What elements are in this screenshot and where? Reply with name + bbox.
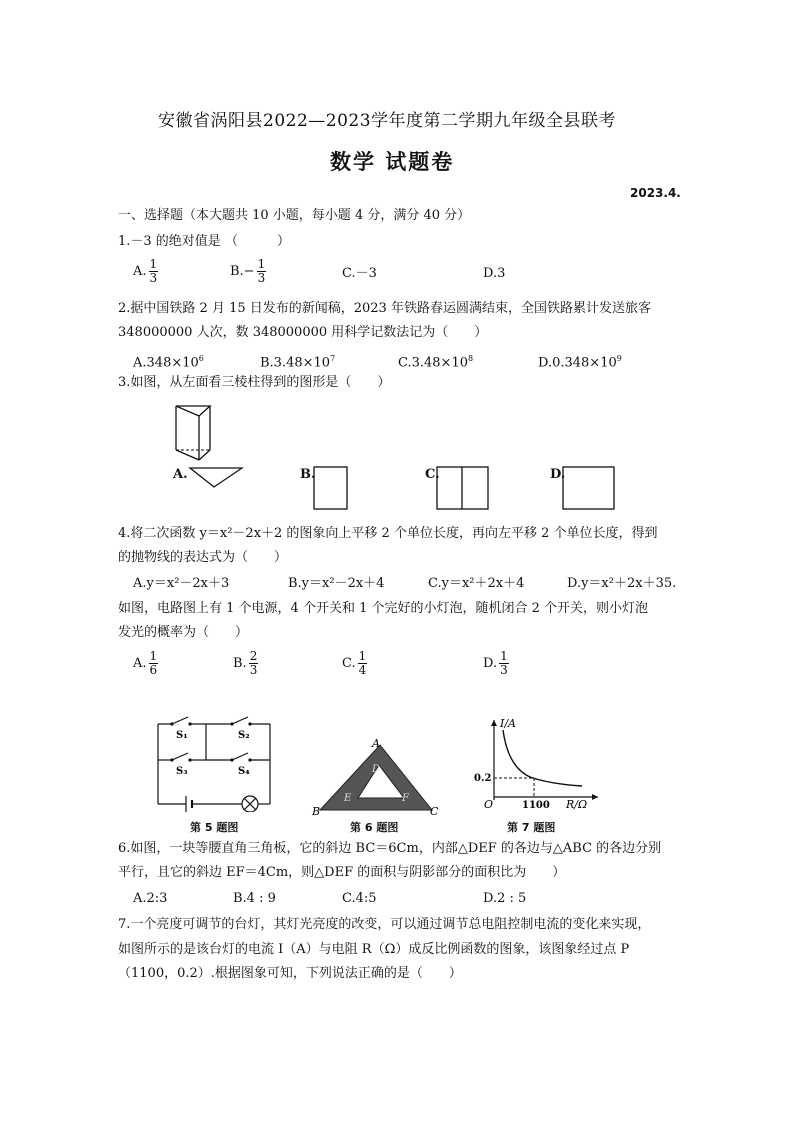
fig7-caption: 第 7 题图 bbox=[507, 821, 556, 834]
q6-option-c: C.4:5 bbox=[342, 891, 377, 906]
triangular-prism-figure bbox=[165, 398, 225, 464]
label-c: C bbox=[430, 805, 439, 818]
q5-option-c: C. $\frac{1}{4}$ bbox=[342, 649, 367, 677]
switch-s4 bbox=[232, 753, 248, 760]
q3-option-c-shape bbox=[436, 466, 490, 510]
y-axis-label: I/A bbox=[500, 717, 516, 730]
q5-line2: 发光的概率为（ ） bbox=[118, 625, 249, 640]
q4-option-a: A.y＝x²－2x＋3 bbox=[133, 576, 230, 591]
q7-line2: 如图所示的是该台灯的电流 I（A）与电阻 R（Ω）成反比例函数的图象，该图象经过点 P bbox=[118, 942, 630, 957]
exam-date: 2023.4. bbox=[630, 186, 681, 200]
fig6-caption: 第 6 题图 bbox=[350, 821, 399, 834]
label-s2: S₂ bbox=[238, 730, 250, 741]
switch-s2 bbox=[232, 717, 248, 724]
q3-option-b-shape bbox=[313, 466, 349, 510]
switch-s3 bbox=[172, 753, 188, 760]
label-d: D bbox=[372, 764, 381, 775]
fig5-caption: 第 5 题图 bbox=[190, 821, 239, 834]
q3-option-a-shape bbox=[188, 466, 244, 490]
q7-line1: 7.一个亮度可调节的台灯，其灯光亮度的改变，可以通过调节总电阻控制电流的变化来实现， bbox=[118, 917, 651, 932]
q6-line2: 平行，且它的斜边 EF＝4Cm，则△DEF 的面积与阴影部分的面积比为 ） bbox=[118, 865, 566, 880]
x-axis-arrow bbox=[592, 794, 598, 800]
label-b: B bbox=[312, 805, 321, 818]
shaded-region bbox=[320, 745, 432, 810]
q4-option-d: D.y＝x²＋2x＋35. bbox=[567, 576, 677, 591]
triangle-figure bbox=[310, 735, 440, 820]
x-axis-label: R/Ω bbox=[566, 798, 588, 811]
section-heading: 一、选择题（本大题共 10 小题，每小题 4 分，满分 40 分） bbox=[118, 208, 471, 223]
inverse-function-graph bbox=[470, 712, 605, 812]
q6-option-a: A.2:3 bbox=[133, 891, 168, 906]
q4-option-b: B.y＝x²－2x＋4 bbox=[288, 576, 385, 591]
prism-top-face bbox=[176, 406, 210, 416]
exam-title: 安徽省涡阳县2022—2023学年度第二学期九年级全县联考 bbox=[158, 111, 617, 131]
label-f: F bbox=[402, 793, 409, 804]
q3-label-a: A. bbox=[173, 467, 188, 482]
q6-line1: 6.如图，一块等腰直角三角板，它的斜边 BC＝6Cm，内部△DEF 的各边与△ABC 的各边分别 bbox=[118, 841, 662, 856]
q3-label-b: B. bbox=[300, 467, 316, 482]
q5-option-b: B. $\frac{2}{3}$ bbox=[233, 649, 258, 677]
prism-bottom-right bbox=[199, 450, 210, 460]
origin-label: O bbox=[484, 798, 494, 811]
q6-option-b: B.4 : 9 bbox=[233, 891, 276, 906]
q3-label-c: C. bbox=[425, 467, 440, 482]
q5-option-d: D. $\frac{1}{3}$ bbox=[483, 649, 508, 677]
y-axis-arrow bbox=[491, 720, 497, 726]
q2-option-d: $D.0.348\times 10^9$ bbox=[538, 354, 622, 371]
q3-option-d-shape bbox=[562, 466, 616, 510]
q2-option-c: $C.3.48\times 10^8$ bbox=[398, 354, 474, 371]
q1-option-a: A. $\frac{1}{3}$ bbox=[133, 257, 158, 285]
q1-option-d: D.3 bbox=[483, 266, 506, 281]
q4-option-c: C.y＝x²＋2x＋4 bbox=[428, 576, 525, 591]
label-e: E bbox=[344, 793, 352, 804]
label-a: A bbox=[372, 737, 380, 750]
q4-line2: 的抛物线的表达式为（ ） bbox=[118, 550, 288, 565]
q1-option-c: C.－3 bbox=[342, 266, 377, 281]
q1-stem: 1.－3 的绝对值是 （ ） bbox=[118, 234, 290, 249]
q2-option-a: $A.348\times 10^6$ bbox=[133, 354, 204, 371]
label-s3: S₃ bbox=[176, 766, 188, 777]
prism-bottom-left bbox=[176, 450, 199, 460]
q7-line3: （1100，0.2）.根据图象可知，下列说法正确的是（ ） bbox=[118, 966, 462, 981]
q4-line1: 4.将二次函数 y＝x²－2x＋2 的图象向上平移 2 个单位长度，再向左平移 2 个单位长度，得到 bbox=[118, 526, 658, 541]
q5-option-a: A. $\frac{1}{6}$ bbox=[133, 649, 158, 677]
q5-line1: 如图，电路图上有 1 个电源，4 个开关和 1 个完好的小灯泡，随机闭合 2 个开关，则小灯泡 bbox=[118, 601, 649, 616]
q2-option-b: $B.3.48\times 10^7$ bbox=[260, 354, 336, 371]
q2-line2: 348000000 人次，数 348000000 用科学记数法记为（ ） bbox=[118, 325, 488, 340]
q6-option-d: D.2 : 5 bbox=[483, 891, 527, 906]
y-tick-label: 0.2 bbox=[474, 773, 492, 784]
q1-option-b: B.− $\frac{1}{3}$ bbox=[230, 257, 266, 285]
switch-s1 bbox=[172, 717, 188, 724]
x-tick-label: 1100 bbox=[522, 800, 550, 811]
q2-line1: 2.据中国铁路 2 月 15 日发布的新闻稿，2023 年铁路春运圆满结束，全国铁路累计发送旅客 bbox=[118, 301, 651, 316]
q3-stem: 3.如图，从左面看三棱柱得到的图形是（ ） bbox=[118, 375, 391, 390]
label-s1: S₁ bbox=[176, 730, 188, 741]
exam-subtitle: 数学 试题卷 bbox=[330, 149, 455, 174]
q3-label-d: D. bbox=[550, 467, 566, 482]
circuit-diagram bbox=[150, 712, 280, 812]
label-s4: S₄ bbox=[238, 766, 250, 777]
